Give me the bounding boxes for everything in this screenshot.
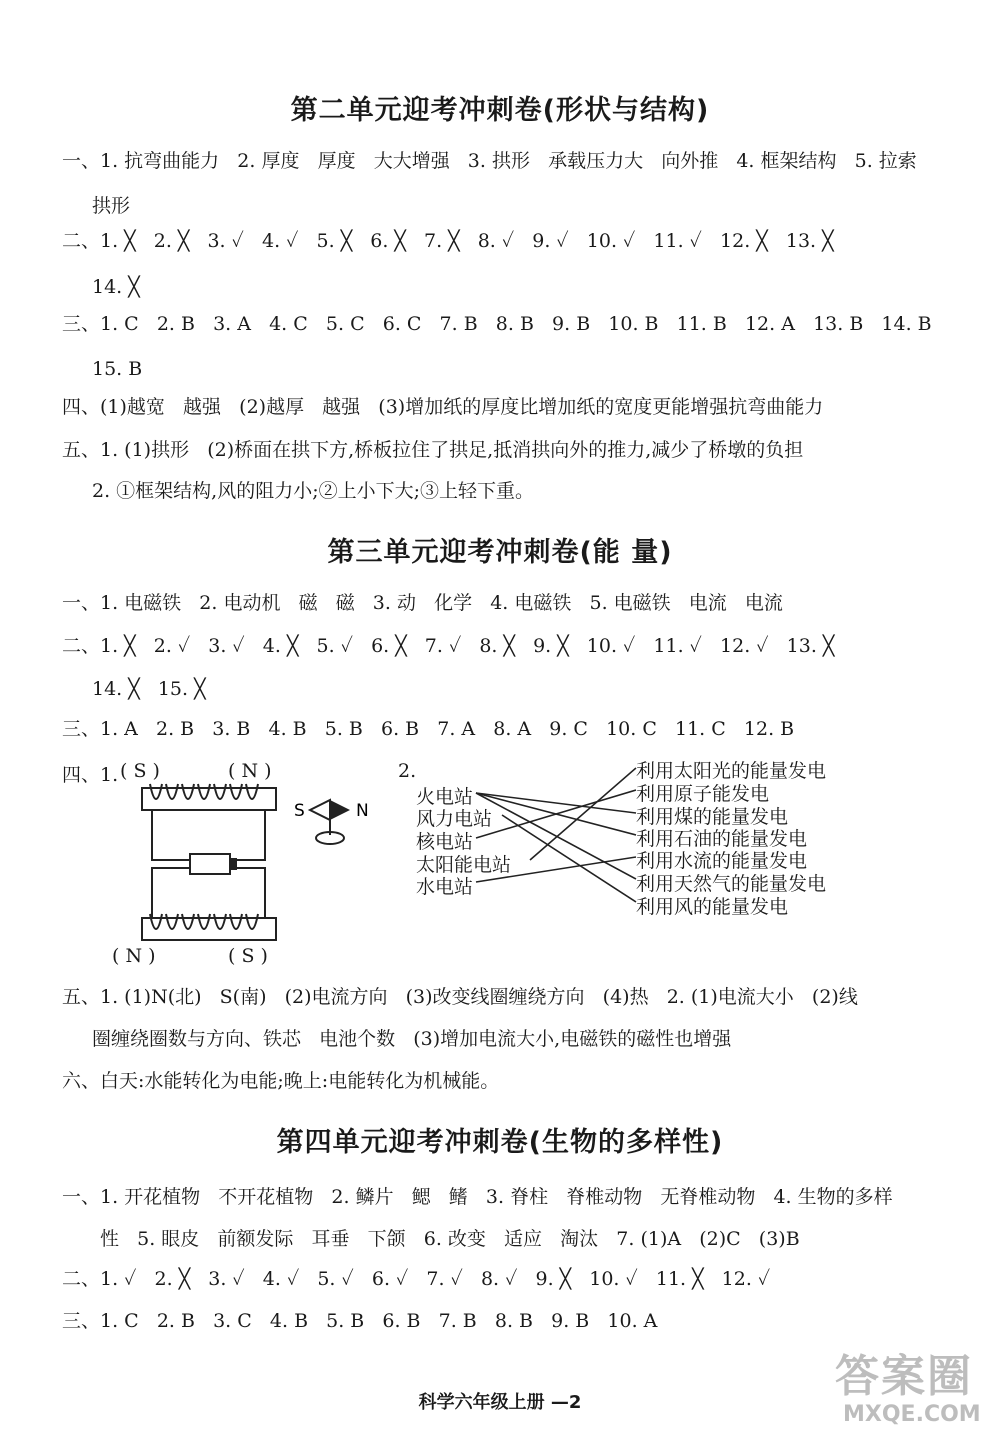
watermark-url: MXQE.COM	[843, 1402, 981, 1427]
answer-line: 五、1. (1)拱形 (2)桥面在拱下方,桥板拉住了拱足,抵消拱向外的推力,减少了桥墩的负担	[62, 439, 804, 461]
station-label: 太阳能电站	[416, 854, 512, 876]
energy-use-label: 利用石油的能量发电	[636, 828, 808, 850]
watermark-logo	[835, 1340, 995, 1430]
answer-line: 六、白天:水能转化为电能;晚上:电能转化为机械能。	[62, 1070, 500, 1092]
answer-line: 四、(1)越宽 越强 (2)越厚 越强 (3)增加纸的厚度比增加纸的宽度更能增强抗弯曲能力	[62, 396, 824, 418]
matching-lines	[470, 760, 640, 910]
energy-use-label: 利用水流的能量发电	[636, 850, 808, 872]
pole-label: ( S )	[228, 945, 268, 967]
energy-use-label: 利用煤的能量发电	[636, 806, 789, 828]
pole-label: ( N )	[112, 945, 156, 967]
answer-line: 三、1. C 2. B 3. A 4. C 5. C 6. C 7. B 8. B 9. B 10. B 11. B 12. A 13. B 14. B	[62, 313, 932, 335]
energy-use-label: 利用天然气的能量发电	[636, 873, 827, 895]
station-label: 水电站	[416, 876, 474, 898]
section-title-unit2: 第二单元迎考冲刺卷(形状与结构)	[290, 95, 710, 126]
answer-line: 三、1. C 2. B 3. C 4. B 5. B 6. B 7. B 8. B 9. B 10. A	[62, 1310, 658, 1332]
compass-s-label: S	[294, 801, 305, 821]
answer-line: 五、1. (1)N(北) S(南) (2)电流方向 (3)改变线圈缠绕方向 (4)热 2. (1)电流大小 (2)线	[62, 986, 858, 1008]
compass-n-label: N	[356, 801, 369, 821]
answer-line: 14. ╳	[92, 276, 140, 298]
section-title-unit3: 第三单元迎考冲刺卷(能 量)	[327, 537, 673, 568]
answer-line: 拱形	[92, 195, 131, 217]
answer-line: 一、1. 电磁铁 2. 电动机 磁 磁 3. 动 化学 4. 电磁铁 5. 电磁铁 电流 电流	[62, 592, 783, 614]
answer-line: 一、1. 抗弯曲能力 2. 厚度 厚度 大大增强 3. 拱形 承载压力大 向外推 4. 框架结构 5. 拉索	[62, 150, 917, 172]
question-number: 四、1.	[62, 764, 119, 786]
answer-line: 二、1. ╳ 2. ╳ 3. ✓ 4. ✓ 5. ╳ 6. ╳ 7. ╳ 8. ✓ 9. ✓ 10. ✓ 11. ✓ 12. ╳ 13. ╳	[62, 230, 834, 252]
answer-line: 圈缠绕圈数与方向、铁芯 电池个数 (3)增加电流大小,电磁铁的磁性也增强	[92, 1028, 732, 1050]
pole-label: ( S )	[120, 760, 160, 782]
answer-line: 三、1. A 2. B 3. B 4. B 5. B 6. B 7. A 8. A 9. C 10. C 11. C 12. B	[62, 718, 795, 740]
answer-line: 二、1. ╳ 2. ✓ 3. ✓ 4. ╳ 5. ✓ 6. ╳ 7. ✓ 8. ╳ 9. ╳ 10. ✓ 11. ✓ 12. ✓ 13. ╳	[62, 635, 835, 657]
station-label: 火电站	[416, 786, 474, 808]
answer-line: 二、1. ✓ 2. ╳ 3. ✓ 4. ✓ 5. ✓ 6. ✓ 7. ✓ 8. ✓ 9. ╳ 10. ✓ 11. ╳ 12. ✓	[62, 1268, 771, 1290]
station-label: 核电站	[416, 831, 474, 853]
station-label: 风力电站	[416, 808, 493, 830]
section-title-unit4: 第四单元迎考冲刺卷(生物的多样性)	[276, 1127, 724, 1158]
energy-use-label: 利用原子能发电	[636, 783, 770, 805]
answer-line: 15. B	[92, 358, 143, 380]
energy-use-label: 利用风的能量发电	[636, 896, 789, 918]
page-footer: 科学六年级上册 —2	[418, 1392, 582, 1413]
answer-line: 2. ①框架结构,风的阻力小;②上小下大;③上轻下重。	[92, 480, 535, 502]
answer-line: 一、1. 开花植物 不开花植物 2. 鳞片 鳃 鳍 3. 脊柱 脊椎动物 无脊椎动物 4. 生物的多样	[62, 1186, 893, 1208]
electromagnet-circuit-diagram	[130, 780, 430, 950]
pole-label: ( N )	[228, 760, 272, 782]
watermark-text: 答案圈	[835, 1351, 973, 1402]
compass-needle-icon	[310, 800, 350, 844]
answer-line: 14. ╳ 15. ╳	[92, 678, 206, 700]
question-number: 2.	[398, 760, 417, 782]
energy-use-label: 利用太阳光的能量发电	[636, 760, 827, 782]
answer-line: 性 5. 眼皮 前额发际 耳垂 下颌 6. 改变 适应 淘汰 7. (1)A (2)C (3)B	[100, 1228, 800, 1250]
